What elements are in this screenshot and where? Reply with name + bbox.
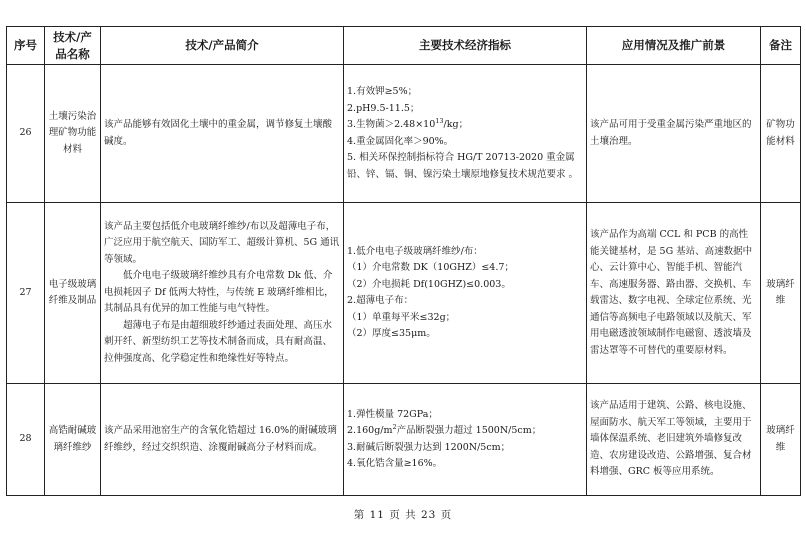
row-application bbox=[587, 384, 761, 496]
indicator-line-tail: /kg； bbox=[443, 119, 469, 130]
exponent: 2 bbox=[392, 422, 397, 431]
row-indicators bbox=[344, 384, 587, 496]
row-indicators bbox=[344, 65, 587, 203]
row-name: 电子级玻璃纤维及制品 bbox=[45, 203, 101, 384]
row-note: 玻璃纤维 bbox=[761, 384, 801, 496]
intro-paragraph: 该产品采用池窑生产的含氧化锆超过 16.0%的耐碱玻璃纤维纱，经过交织织造、涂覆耐碱高分子材料而成。 bbox=[104, 425, 337, 453]
table-row bbox=[7, 203, 801, 384]
row-application bbox=[587, 203, 761, 384]
header-indicators: 主要技术经济指标 bbox=[344, 27, 587, 65]
indicator-line: （2）介电损耗 Df(10GHZ)≤0.003。 bbox=[347, 278, 511, 290]
intro-paragraph: 低介电电子级玻璃纤维纱具有介电常数 Dk 低、介电损耗因子 Df 低两大特性，与传统 E 玻璃纤维相比，其制品具有优异的加工性能与电气特性。 bbox=[104, 270, 334, 315]
indicator-line-text: 2.160g/m bbox=[347, 425, 393, 436]
indicator-line: （1）介电常数 DK（10GHZ）≤4.7； bbox=[347, 262, 514, 273]
indicator-line: 1.弹性模量 72GPa； bbox=[347, 408, 438, 420]
row-note: 矿物功能材料 bbox=[761, 65, 801, 203]
indicator-line: （2）厚度≤35μm。 bbox=[347, 328, 436, 339]
intro-paragraph: 该产品主要包括低介电玻璃纤维纱/布以及超薄电子布，广泛应用于航空航天、国防军工、超级计算机、5G 通讯等领域。 bbox=[104, 220, 340, 265]
indicator-line: （1）单重每平米≤32g； bbox=[347, 311, 456, 323]
table-row bbox=[7, 65, 801, 203]
product-table bbox=[6, 26, 801, 496]
row-seq: 27 bbox=[7, 203, 45, 384]
indicator-line bbox=[347, 423, 583, 440]
indicator-line: 1.低介电电子级玻璃纤维纱/布： bbox=[347, 245, 483, 257]
indicator-line: 5. 相关环保控制指标符合 HG/T 20713-2020 重金属铅、锌、镉、铜、镍污染土壤原地修复技术规范要求 。 bbox=[347, 152, 579, 180]
indicator-line: 3.耐碱后断裂强力达到 1200N/5cm； bbox=[347, 441, 511, 453]
indicator-line: 4.重金属固化率＞90%。 bbox=[347, 135, 454, 147]
row-indicators bbox=[344, 203, 587, 384]
header-seq: 序号 bbox=[7, 27, 45, 65]
exponent: 13 bbox=[435, 116, 444, 125]
row-seq: 26 bbox=[7, 65, 45, 203]
intro-paragraph: 该产品能够有效固化土壤中的重金属，调节修复土壤酸碱度。 bbox=[104, 119, 333, 147]
table-row bbox=[7, 384, 801, 496]
intro-paragraph: 超薄电子布是由超细玻纤纱通过表面处理、高压水刺开纤、新型纺织工艺等技术制备而成，具有耐高温、拉伸强度高、化学稳定性和绝缘性好等特点。 bbox=[104, 319, 333, 364]
application-paragraph: 该产品适用于建筑、公路、核电设施、屋面防水、航天军工等领域，主要用于墙体保温系统、老旧建筑外墙修复改造、农房建设改造、公路增强、复合材料增强、GRC 板等应用系统。 bbox=[590, 400, 752, 478]
header-note: 备注 bbox=[761, 27, 801, 65]
indicator-line-text: 3.生物菌＞2.48×10 bbox=[347, 119, 436, 130]
row-note: 玻璃纤维 bbox=[761, 203, 801, 384]
page-number: 第 11 页 共 23 页 bbox=[353, 509, 453, 521]
application-paragraph: 该产品作为高端 CCL 和 PCB 的高性能关键基材，是 5G 基站、高速数据中心、云计算中心、智能手机、智能汽车、高速服务器、路由器、交换机、车载雷达、数字电视、全球定位系统、光通信等高频电子电路领域以及航天、军用电磁透波领域制作电磁窗、透波墙及雷达罩等不可替代的重要原材料。 bbox=[590, 229, 753, 356]
row-seq: 28 bbox=[7, 384, 45, 496]
header-application: 应用情况及推广前景 bbox=[587, 27, 761, 65]
indicator-line bbox=[347, 117, 583, 134]
row-intro bbox=[101, 65, 344, 203]
row-application bbox=[587, 65, 761, 203]
indicator-line: 2.pH9.5-11.5； bbox=[347, 102, 420, 114]
row-intro bbox=[101, 203, 344, 384]
indicator-line: 2.超薄电子布： bbox=[347, 295, 414, 306]
header-name: 技术/产品名称 bbox=[45, 27, 101, 65]
row-name: 高锆耐碱玻璃纤维纱 bbox=[45, 384, 101, 496]
indicator-line-tail: 产品断裂强力超过 1500N/5cm； bbox=[396, 425, 542, 436]
indicator-line: 4.氧化锆含量≥16%。 bbox=[347, 458, 443, 469]
indicator-line: 1.有效钾≥5%； bbox=[347, 86, 418, 97]
table-header-row bbox=[7, 27, 801, 65]
application-paragraph: 该产品可用于受重金属污染严重地区的土壤治理。 bbox=[590, 119, 752, 147]
row-name: 土壤污染治理矿物功能材料 bbox=[45, 65, 101, 203]
row-intro bbox=[101, 384, 344, 496]
header-intro: 技术/产品简介 bbox=[101, 27, 344, 65]
